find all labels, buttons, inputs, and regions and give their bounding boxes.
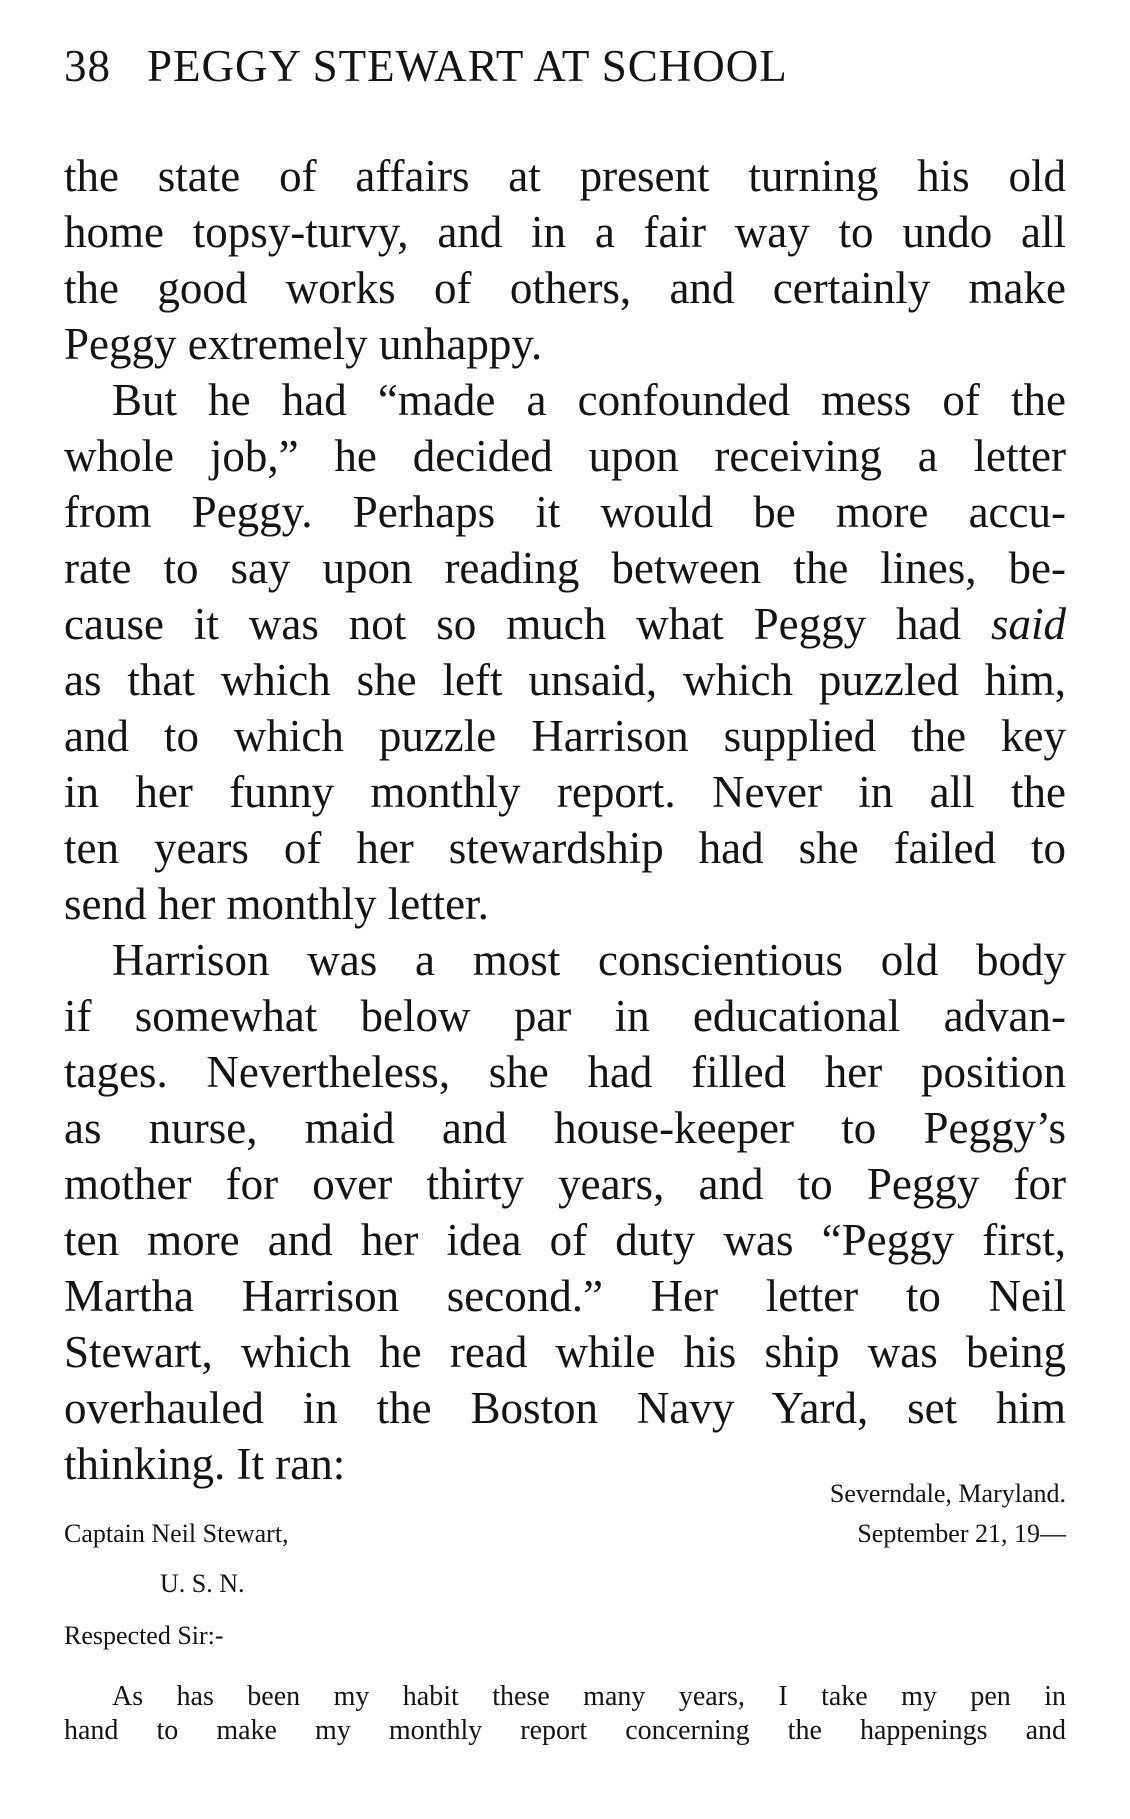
- letter-body: [64, 1680, 1066, 1748]
- letter-heading: [64, 1478, 1066, 1668]
- text-line: thinking. It ran:: [64, 1439, 346, 1489]
- text-line: Peggy extremely unhappy.: [64, 319, 543, 369]
- text-line: if somewhat below par in educational advan-: [64, 991, 1066, 1041]
- text-line: whole job,” he decided upon receiving a letter: [64, 431, 1066, 481]
- text-line: the good works of others, and certainly make: [64, 263, 1066, 313]
- text-line: home topsy-turvy, and in a fair way to undo all: [64, 207, 1066, 257]
- text-line: as nurse, maid and house-keeper to Peggy’s: [64, 1103, 1066, 1153]
- text-line: mother for over thirty years, and to Peggy for: [64, 1159, 1066, 1209]
- letter-line: hand to make my monthly report concerning the happenings and: [64, 1715, 1066, 1746]
- text-line: from Peggy. Perhaps it would be more accu-: [64, 487, 1066, 537]
- running-title: PEGGY STEWART AT SCHOOL: [147, 41, 788, 91]
- text-line: overhauled in the Boston Navy Yard, set him: [64, 1383, 1066, 1433]
- text-line: tages. Nevertheless, she had filled her position: [64, 1047, 1066, 1097]
- text-line: [64, 596, 1066, 652]
- letter-place: Severndale, Maryland.: [829, 1479, 1066, 1508]
- text-line-start: cause it was not so much what Peggy had: [64, 599, 962, 649]
- text-line: ten years of her stewardship had she failed to: [64, 823, 1066, 873]
- body-text: [64, 148, 1066, 1492]
- text-line: rate to say upon reading between the lines, be-: [64, 543, 1066, 593]
- text-line: send her monthly letter.: [64, 879, 489, 929]
- text-line: ten more and her idea of duty was “Peggy first,: [64, 1215, 1066, 1265]
- text-line: Martha Harrison second.” Her letter to Neil: [64, 1271, 1066, 1321]
- text-line: Harrison was a most conscientious old body: [112, 935, 1066, 985]
- text-line: Stewart, which he read while his ship was being: [64, 1327, 1066, 1377]
- letter-date: September 21, 19—: [857, 1519, 1066, 1548]
- text-line: in her funny monthly report. Never in all the: [64, 767, 1066, 817]
- text-line: the state of affairs at present turning his old: [64, 151, 1066, 201]
- letter-salutation: Respected Sir:-: [64, 1621, 224, 1650]
- text-line: and to which puzzle Harrison supplied the key: [64, 711, 1066, 761]
- text-line: as that which she left unsaid, which puzzled him,: [64, 655, 1066, 705]
- letter-addressee: Captain Neil Stewart,: [64, 1519, 289, 1548]
- running-head: [64, 41, 788, 91]
- text-line: But he had “made a confounded mess of the: [112, 375, 1066, 425]
- letter-line: As has been my habit these many years, I take my pen in: [112, 1681, 1066, 1712]
- letter-addressee-rank: U. S. N.: [160, 1569, 245, 1598]
- italic-word-said: said: [991, 599, 1067, 649]
- page-number: 38: [64, 41, 111, 91]
